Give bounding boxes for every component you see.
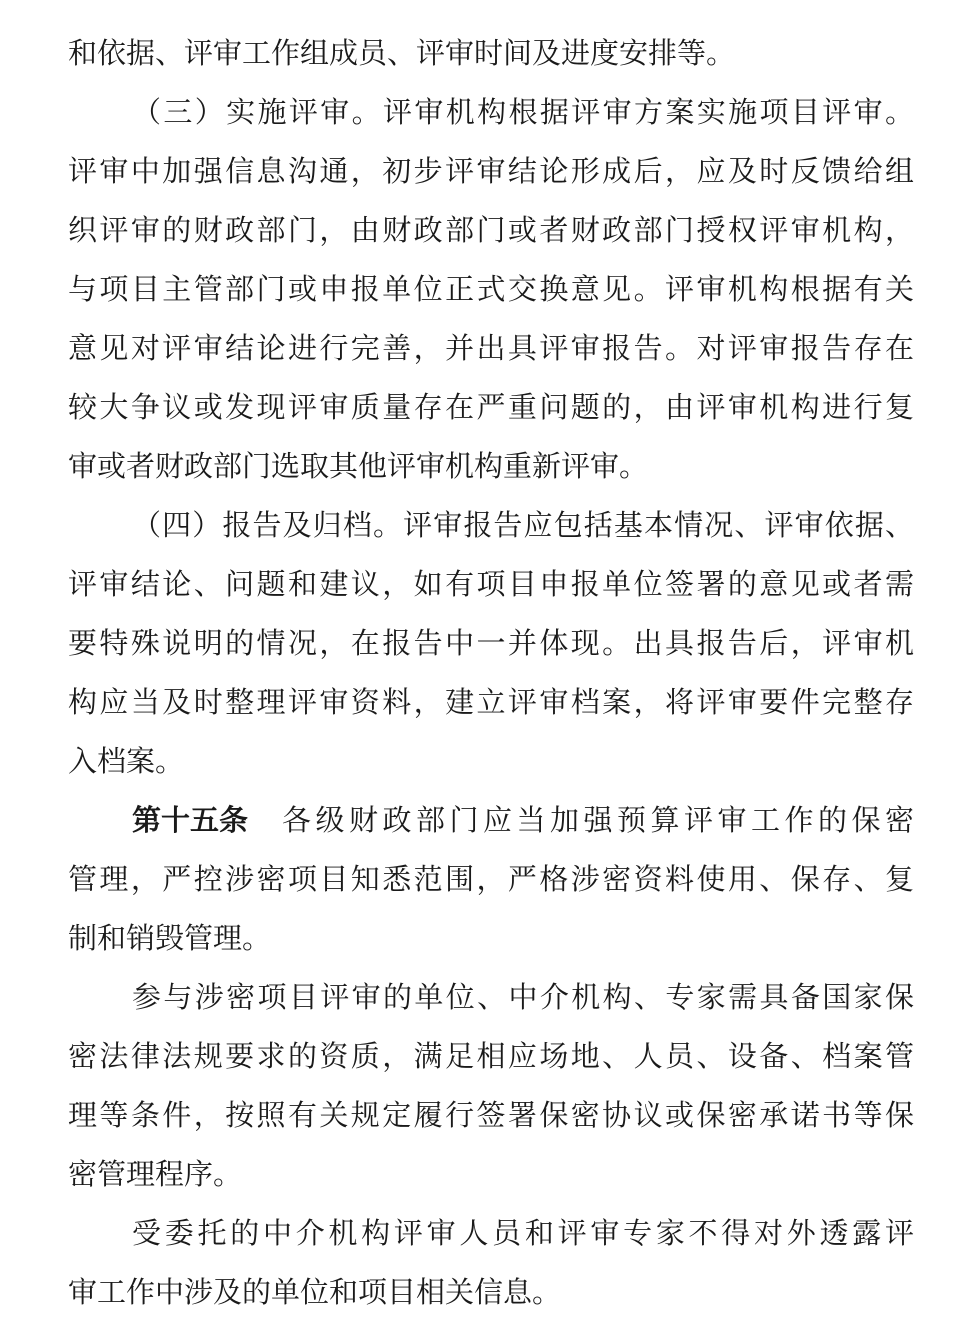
text-line: 评审结论、问题和建议，如有项目申报单位签署的意见或者需: [68, 567, 914, 601]
text-line: 参与涉密项目评审的单位、中介机构、专家需具备国家保: [132, 980, 914, 1014]
text-line: 较大争议或发现评审质量存在严重问题的，由评审机构进行复: [68, 390, 914, 424]
text-line: 审或者财政部门选取其他评审机构重新评审。: [68, 449, 649, 483]
text-line: 密管理程序。: [68, 1157, 243, 1191]
text-line: 织评审的财政部门，由财政部门或者财政部门授权评审机构，: [68, 213, 914, 247]
article-15-line: [132, 800, 914, 840]
text-line: 构应当及时整理评审资料，建立评审档案，将评审要件完整存: [68, 685, 914, 719]
text-line: 意见对评审结论进行完善，并出具评审报告。对评审报告存在: [68, 331, 914, 365]
text-line: 审工作中涉及的单位和项目相关信息。: [68, 1275, 562, 1309]
text-line: 和依据、评审工作组成员、评审时间及进度安排等。: [68, 36, 736, 70]
text-line: （四）报告及归档。评审报告应包括基本情况、评审依据、: [132, 508, 914, 542]
text-line: 评审中加强信息沟通，初步评审结论形成后，应及时反馈给组: [68, 154, 914, 188]
text-line: 管理，严控涉密项目知悉范围，严格涉密资料使用、保存、复: [68, 862, 914, 896]
text-line: 理等条件，按照有关规定履行签署保密协议或保密承诺书等保: [68, 1098, 914, 1132]
text-line: 与项目主管部门或申报单位正式交换意见。评审机构根据有关: [68, 272, 914, 306]
text-line: 密法律法规要求的资质，满足相应场地、人员、设备、档案管: [68, 1039, 914, 1073]
text-line: 入档案。: [68, 744, 185, 778]
text-line: 制和销毁管理。: [68, 921, 272, 955]
text-line: （三）实施评审。评审机构根据评审方案实施项目评审。: [132, 95, 914, 129]
text-line: 要特殊说明的情况，在报告中一并体现。出具报告后，评审机: [68, 626, 914, 660]
article-15-heading: 第十五条: [132, 803, 249, 837]
text-line: 受委托的中介机构评审人员和评审专家不得对外透露评: [132, 1216, 914, 1250]
text-line: 各级财政部门应当加强预算评审工作的保密: [282, 803, 914, 837]
